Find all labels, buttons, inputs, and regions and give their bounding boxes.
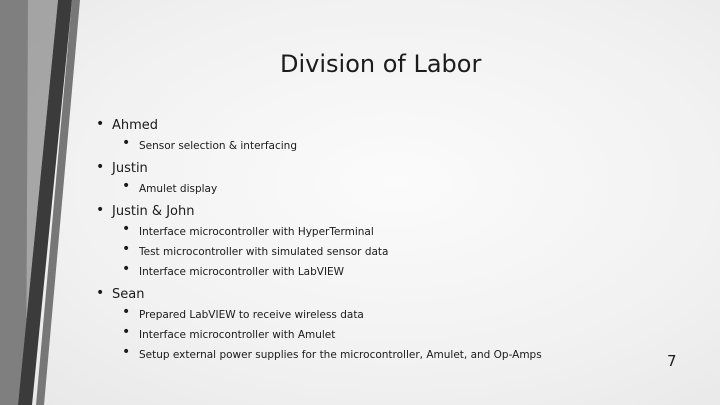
- bullet-section-justin-john: • Justin & John: [96, 204, 656, 220]
- bullet-list: [96, 118, 656, 362]
- bullet-task: • Interface microcontroller with LabVIEW: [96, 265, 656, 279]
- bullet-task: • Setup external power supplies for the microcontroller, Amulet, and Op-Amps: [96, 348, 656, 362]
- bullet-section-justin: • Justin: [96, 161, 656, 177]
- page-number: 7: [667, 352, 677, 370]
- bullet-task: • Sensor selection & interfacing: [96, 139, 656, 153]
- bullet-task: • Interface microcontroller with Amulet: [96, 328, 656, 342]
- bullet-task: • Interface microcontroller with HyperTerminal: [96, 225, 656, 239]
- bullet-task: • Test microcontroller with simulated sensor data: [96, 245, 656, 259]
- bullet-task: • Amulet display: [96, 182, 656, 196]
- bullet-section-ahmed: • Ahmed: [96, 118, 656, 134]
- bullet-section-sean: • Sean: [96, 287, 656, 303]
- slide-title: Division of Labor: [280, 50, 482, 78]
- bullet-task: • Prepared LabVIEW to receive wireless data: [96, 308, 656, 322]
